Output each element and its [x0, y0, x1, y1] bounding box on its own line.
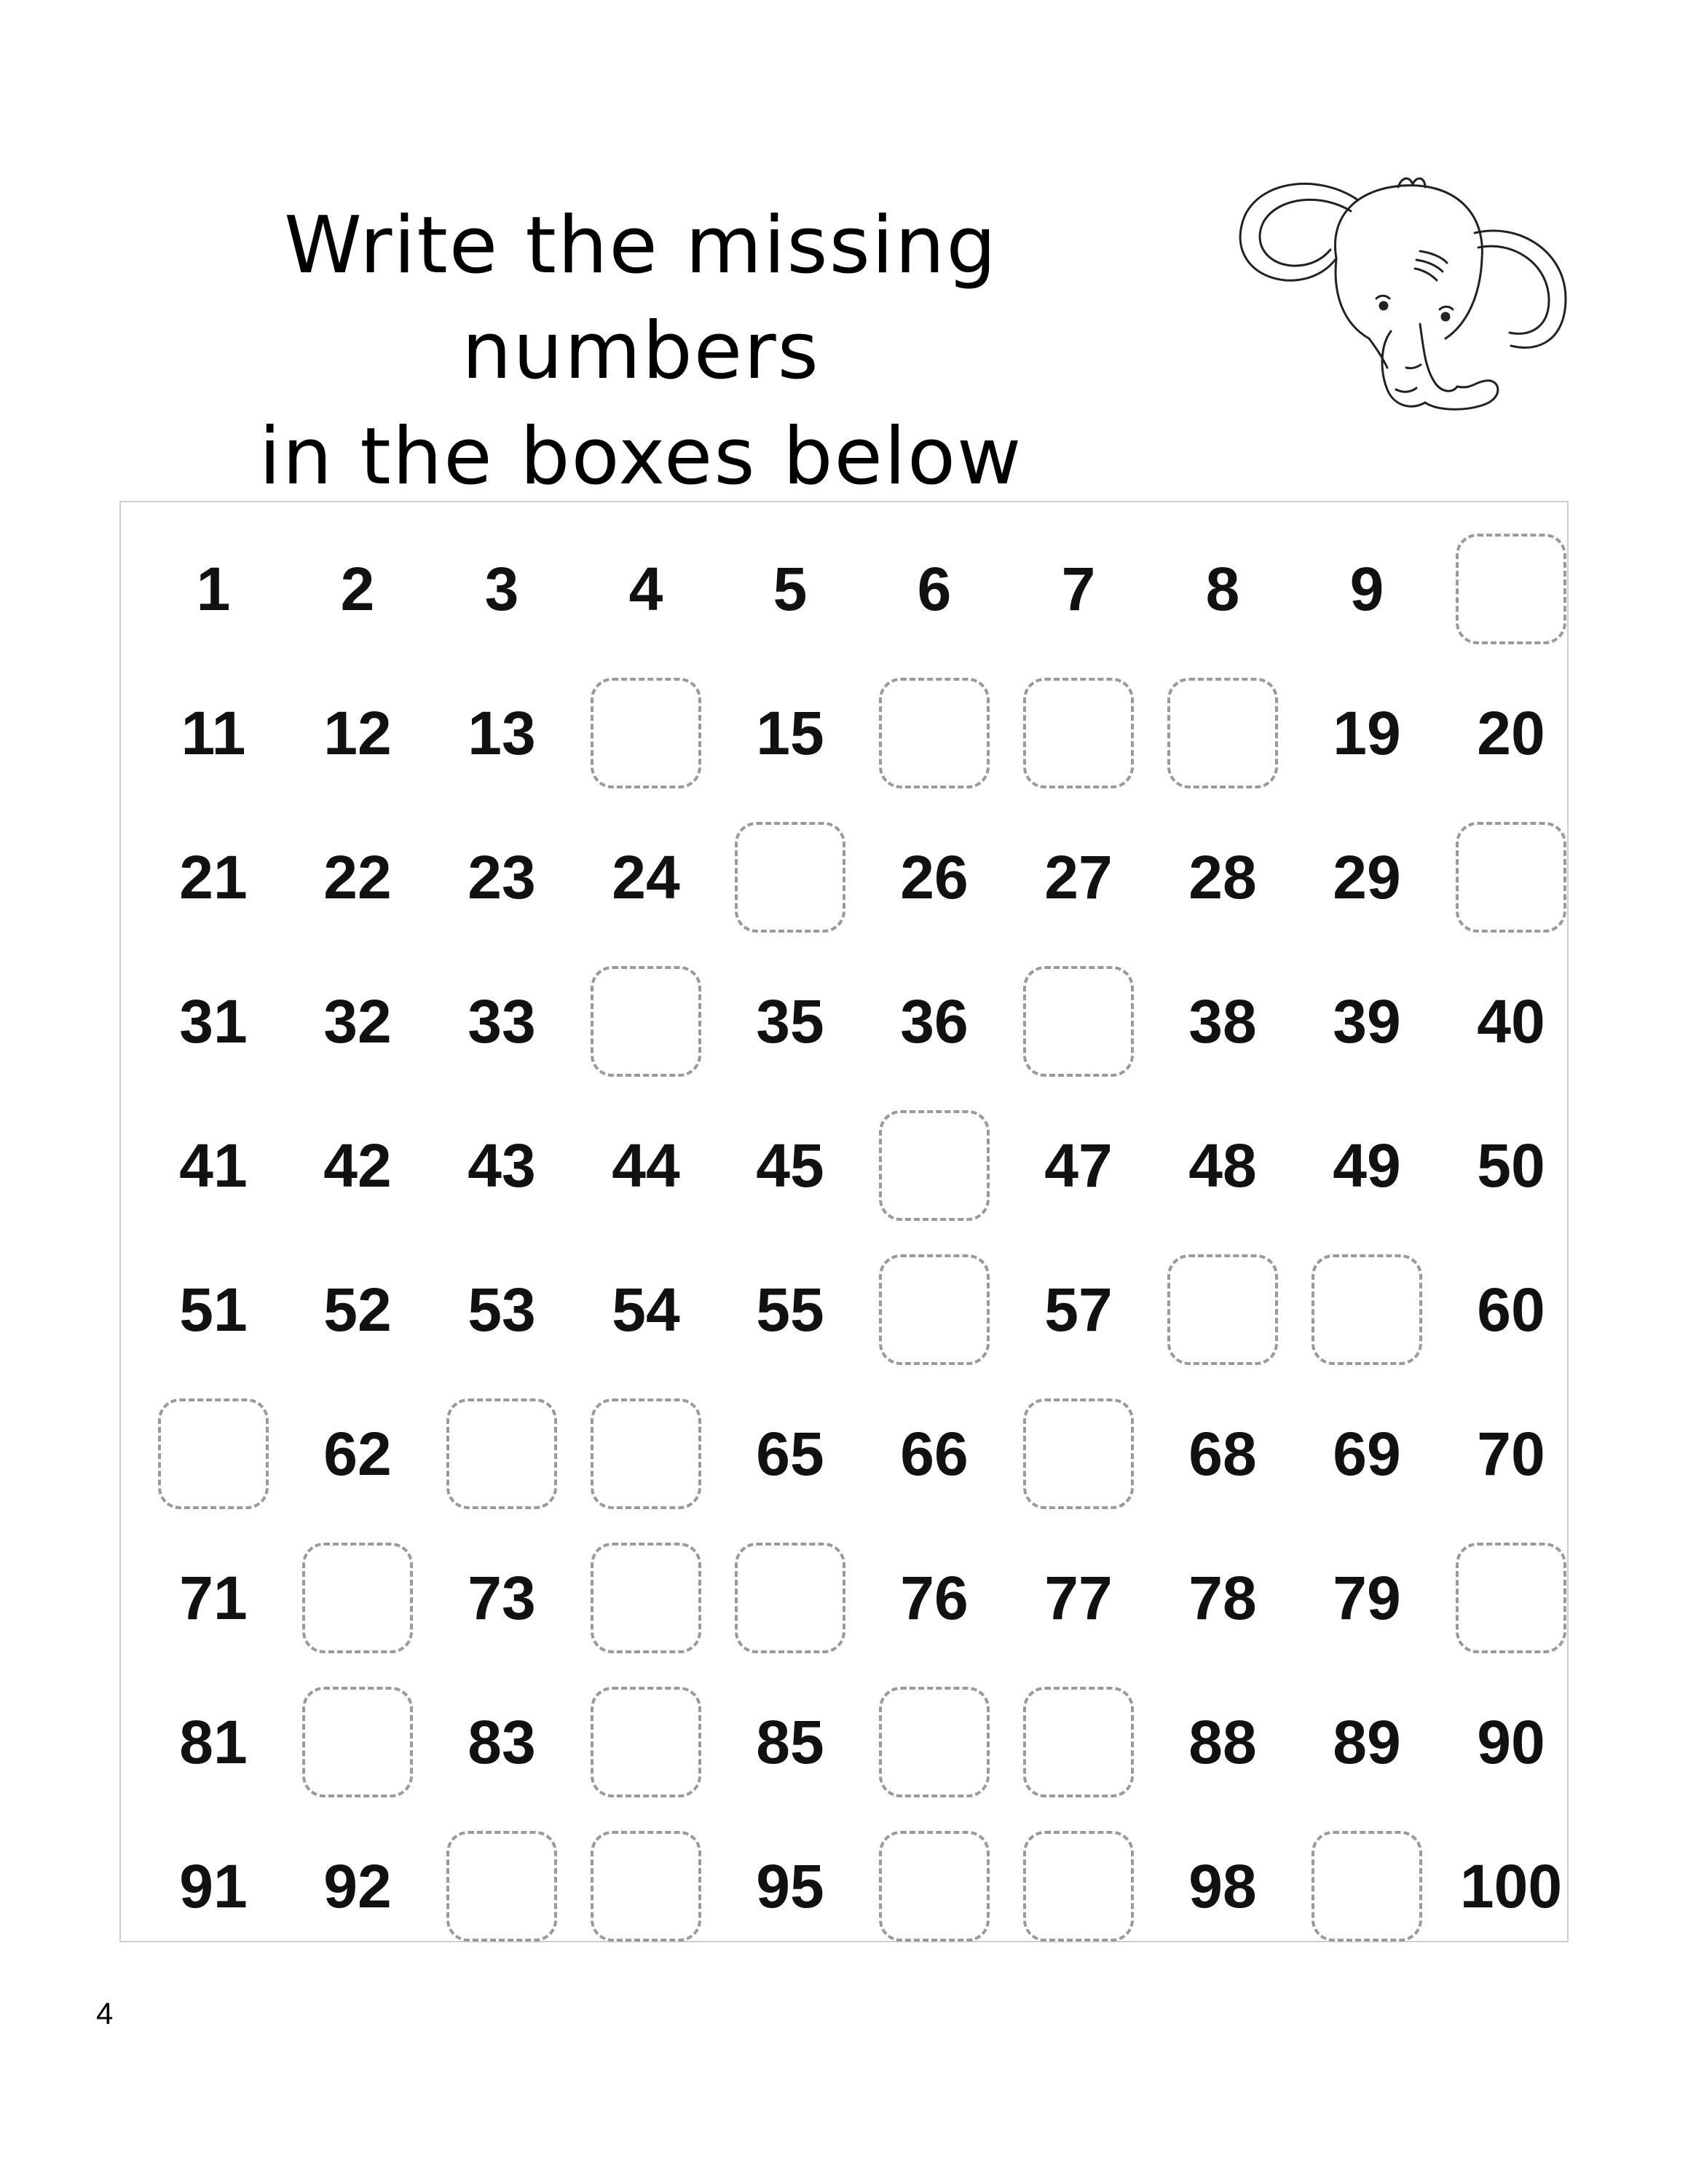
- number-cell: 68: [1188, 1419, 1257, 1488]
- number-cell: 98: [1188, 1851, 1257, 1920]
- answer-box[interactable]: [591, 1687, 701, 1797]
- number-cell: 48: [1188, 1131, 1257, 1200]
- number-cell: 78: [1188, 1563, 1257, 1632]
- missing-number-box[interactable]: [862, 1814, 1006, 1958]
- answer-box[interactable]: [1312, 1831, 1422, 1942]
- missing-number-box[interactable]: [862, 1238, 1006, 1382]
- number-cell: 51: [179, 1275, 248, 1344]
- number-cell: 1: [196, 554, 231, 623]
- number-cell: 4: [628, 554, 663, 623]
- missing-number-box[interactable]: [141, 1382, 285, 1526]
- answer-box[interactable]: [1456, 1543, 1566, 1653]
- number-cell: 49: [1333, 1131, 1401, 1200]
- number-cell: 21: [179, 842, 248, 911]
- number-cell: 33: [468, 986, 536, 1056]
- answer-box[interactable]: [591, 966, 701, 1077]
- title-line-1: Write the missing numbers: [284, 200, 998, 397]
- answer-box[interactable]: [879, 1110, 990, 1221]
- number-cell: 35: [756, 986, 824, 1056]
- number-cell: 24: [612, 842, 680, 911]
- missing-number-box[interactable]: [1439, 805, 1583, 949]
- number-cell: 12: [323, 698, 392, 767]
- missing-number-box[interactable]: [574, 1526, 718, 1670]
- missing-number-box[interactable]: [574, 661, 718, 805]
- missing-number-box[interactable]: [718, 1526, 862, 1670]
- answer-box[interactable]: [591, 1543, 701, 1653]
- number-cell: 7: [1061, 554, 1096, 623]
- number-cell: 11: [181, 698, 246, 767]
- number-cell: 38: [1188, 986, 1257, 1056]
- number-cell: 53: [468, 1275, 536, 1344]
- number-cell: 55: [756, 1275, 824, 1344]
- number-cell: 8: [1205, 554, 1240, 623]
- number-cell: 88: [1188, 1707, 1257, 1776]
- number-cell: 95: [756, 1851, 824, 1920]
- number-cell: 79: [1333, 1563, 1401, 1632]
- number-cell: 71: [179, 1563, 248, 1632]
- number-cell: 20: [1477, 698, 1545, 767]
- number-cell: 39: [1333, 986, 1401, 1056]
- missing-number-box[interactable]: [1006, 1382, 1151, 1526]
- answer-box[interactable]: [1456, 534, 1566, 644]
- number-cell: 70: [1477, 1419, 1545, 1488]
- missing-number-box[interactable]: [430, 1382, 574, 1526]
- number-cell: 89: [1333, 1707, 1401, 1776]
- missing-number-box[interactable]: [285, 1526, 430, 1670]
- number-cell: 26: [900, 842, 969, 911]
- answer-box[interactable]: [302, 1543, 413, 1653]
- number-cell: 5: [773, 554, 808, 623]
- number-cell: 47: [1044, 1131, 1113, 1200]
- worksheet-title: [95, 193, 1187, 510]
- answer-box[interactable]: [1023, 1398, 1134, 1509]
- answer-box[interactable]: [446, 1831, 557, 1942]
- number-cell: 43: [468, 1131, 536, 1200]
- number-cell: 42: [323, 1131, 392, 1200]
- number-cell: 73: [468, 1563, 536, 1632]
- answer-box[interactable]: [1023, 966, 1134, 1077]
- number-cell: 36: [900, 986, 969, 1056]
- number-cell: 85: [756, 1707, 824, 1776]
- missing-number-box[interactable]: [574, 949, 718, 1093]
- number-cell: 57: [1044, 1275, 1113, 1344]
- number-cell: 45: [756, 1131, 824, 1200]
- number-cell: 27: [1044, 842, 1113, 911]
- number-cell: 19: [1333, 698, 1401, 767]
- answer-box[interactable]: [879, 1254, 990, 1365]
- missing-number-box[interactable]: [285, 1670, 430, 1814]
- missing-number-box[interactable]: [574, 1382, 718, 1526]
- number-cell: 13: [468, 698, 536, 767]
- missing-number-box[interactable]: [1151, 661, 1295, 805]
- number-cell: 9: [1349, 554, 1384, 623]
- number-cell: 83: [468, 1707, 536, 1776]
- answer-box[interactable]: [302, 1687, 413, 1797]
- answer-box[interactable]: [879, 1831, 990, 1942]
- number-cell: 29: [1333, 842, 1401, 911]
- answer-box[interactable]: [1023, 1687, 1134, 1797]
- number-cell: 23: [468, 842, 536, 911]
- number-cell: 65: [756, 1419, 824, 1488]
- number-cell: 41: [179, 1131, 248, 1200]
- number-cell: 28: [1188, 842, 1257, 911]
- missing-number-box[interactable]: [1295, 1238, 1439, 1382]
- answer-box[interactable]: [158, 1398, 269, 1509]
- missing-number-box[interactable]: [1439, 517, 1583, 661]
- missing-number-box[interactable]: [574, 1814, 718, 1958]
- answer-box[interactable]: [879, 1687, 990, 1797]
- number-cell: 100: [1459, 1851, 1563, 1920]
- title-line-2: in the boxes below: [259, 411, 1023, 502]
- number-cell: 60: [1477, 1275, 1545, 1344]
- number-cell: 3: [484, 554, 519, 623]
- missing-number-box[interactable]: [862, 1670, 1006, 1814]
- number-cell: 66: [900, 1419, 969, 1488]
- number-cell: 2: [340, 554, 375, 623]
- number-cell: 32: [323, 986, 392, 1056]
- missing-number-box[interactable]: [862, 1093, 1006, 1238]
- answer-box[interactable]: [591, 1398, 701, 1509]
- missing-number-box[interactable]: [1295, 1814, 1439, 1958]
- answer-box[interactable]: [1312, 1254, 1422, 1365]
- answer-box[interactable]: [735, 1543, 845, 1653]
- answer-box[interactable]: [1023, 678, 1134, 788]
- answer-box[interactable]: [735, 822, 845, 933]
- hundreds-chart: [119, 501, 1569, 1942]
- number-cell: 31: [179, 986, 248, 1056]
- number-cell: 50: [1477, 1131, 1545, 1200]
- number-cell: 77: [1044, 1563, 1113, 1632]
- number-cell: 62: [323, 1419, 392, 1488]
- answer-box[interactable]: [1456, 822, 1566, 933]
- number-cell: 44: [612, 1131, 680, 1200]
- missing-number-box[interactable]: [862, 661, 1006, 805]
- answer-box[interactable]: [879, 678, 990, 788]
- answer-box[interactable]: [591, 678, 701, 788]
- answer-box[interactable]: [1167, 1254, 1278, 1365]
- number-cell: 81: [179, 1707, 248, 1776]
- missing-number-box[interactable]: [1006, 949, 1151, 1093]
- number-cell: 92: [323, 1851, 392, 1920]
- answer-box[interactable]: [1023, 1831, 1134, 1942]
- answer-box[interactable]: [446, 1398, 557, 1509]
- number-cell: 40: [1477, 986, 1545, 1056]
- number-cell: 76: [900, 1563, 969, 1632]
- number-cell: 54: [612, 1275, 680, 1344]
- number-cell: 90: [1477, 1707, 1545, 1776]
- number-grid: [141, 517, 1583, 1958]
- missing-number-box[interactable]: [1151, 1238, 1295, 1382]
- missing-number-box[interactable]: [574, 1670, 718, 1814]
- missing-number-box[interactable]: [1006, 1670, 1151, 1814]
- missing-number-box[interactable]: [1006, 1814, 1151, 1958]
- page-number: 4: [96, 1996, 114, 2030]
- missing-number-box[interactable]: [718, 805, 862, 949]
- missing-number-box[interactable]: [1439, 1526, 1583, 1670]
- number-cell: 6: [917, 554, 952, 623]
- number-cell: 15: [756, 698, 824, 767]
- number-cell: 22: [323, 842, 392, 911]
- answer-box[interactable]: [1167, 678, 1278, 788]
- missing-number-box[interactable]: [430, 1814, 574, 1958]
- elephant-icon: [1234, 171, 1598, 462]
- number-cell: 52: [323, 1275, 392, 1344]
- number-cell: 91: [179, 1851, 248, 1920]
- number-cell: 69: [1333, 1419, 1401, 1488]
- answer-box[interactable]: [591, 1831, 701, 1942]
- missing-number-box[interactable]: [1006, 661, 1151, 805]
